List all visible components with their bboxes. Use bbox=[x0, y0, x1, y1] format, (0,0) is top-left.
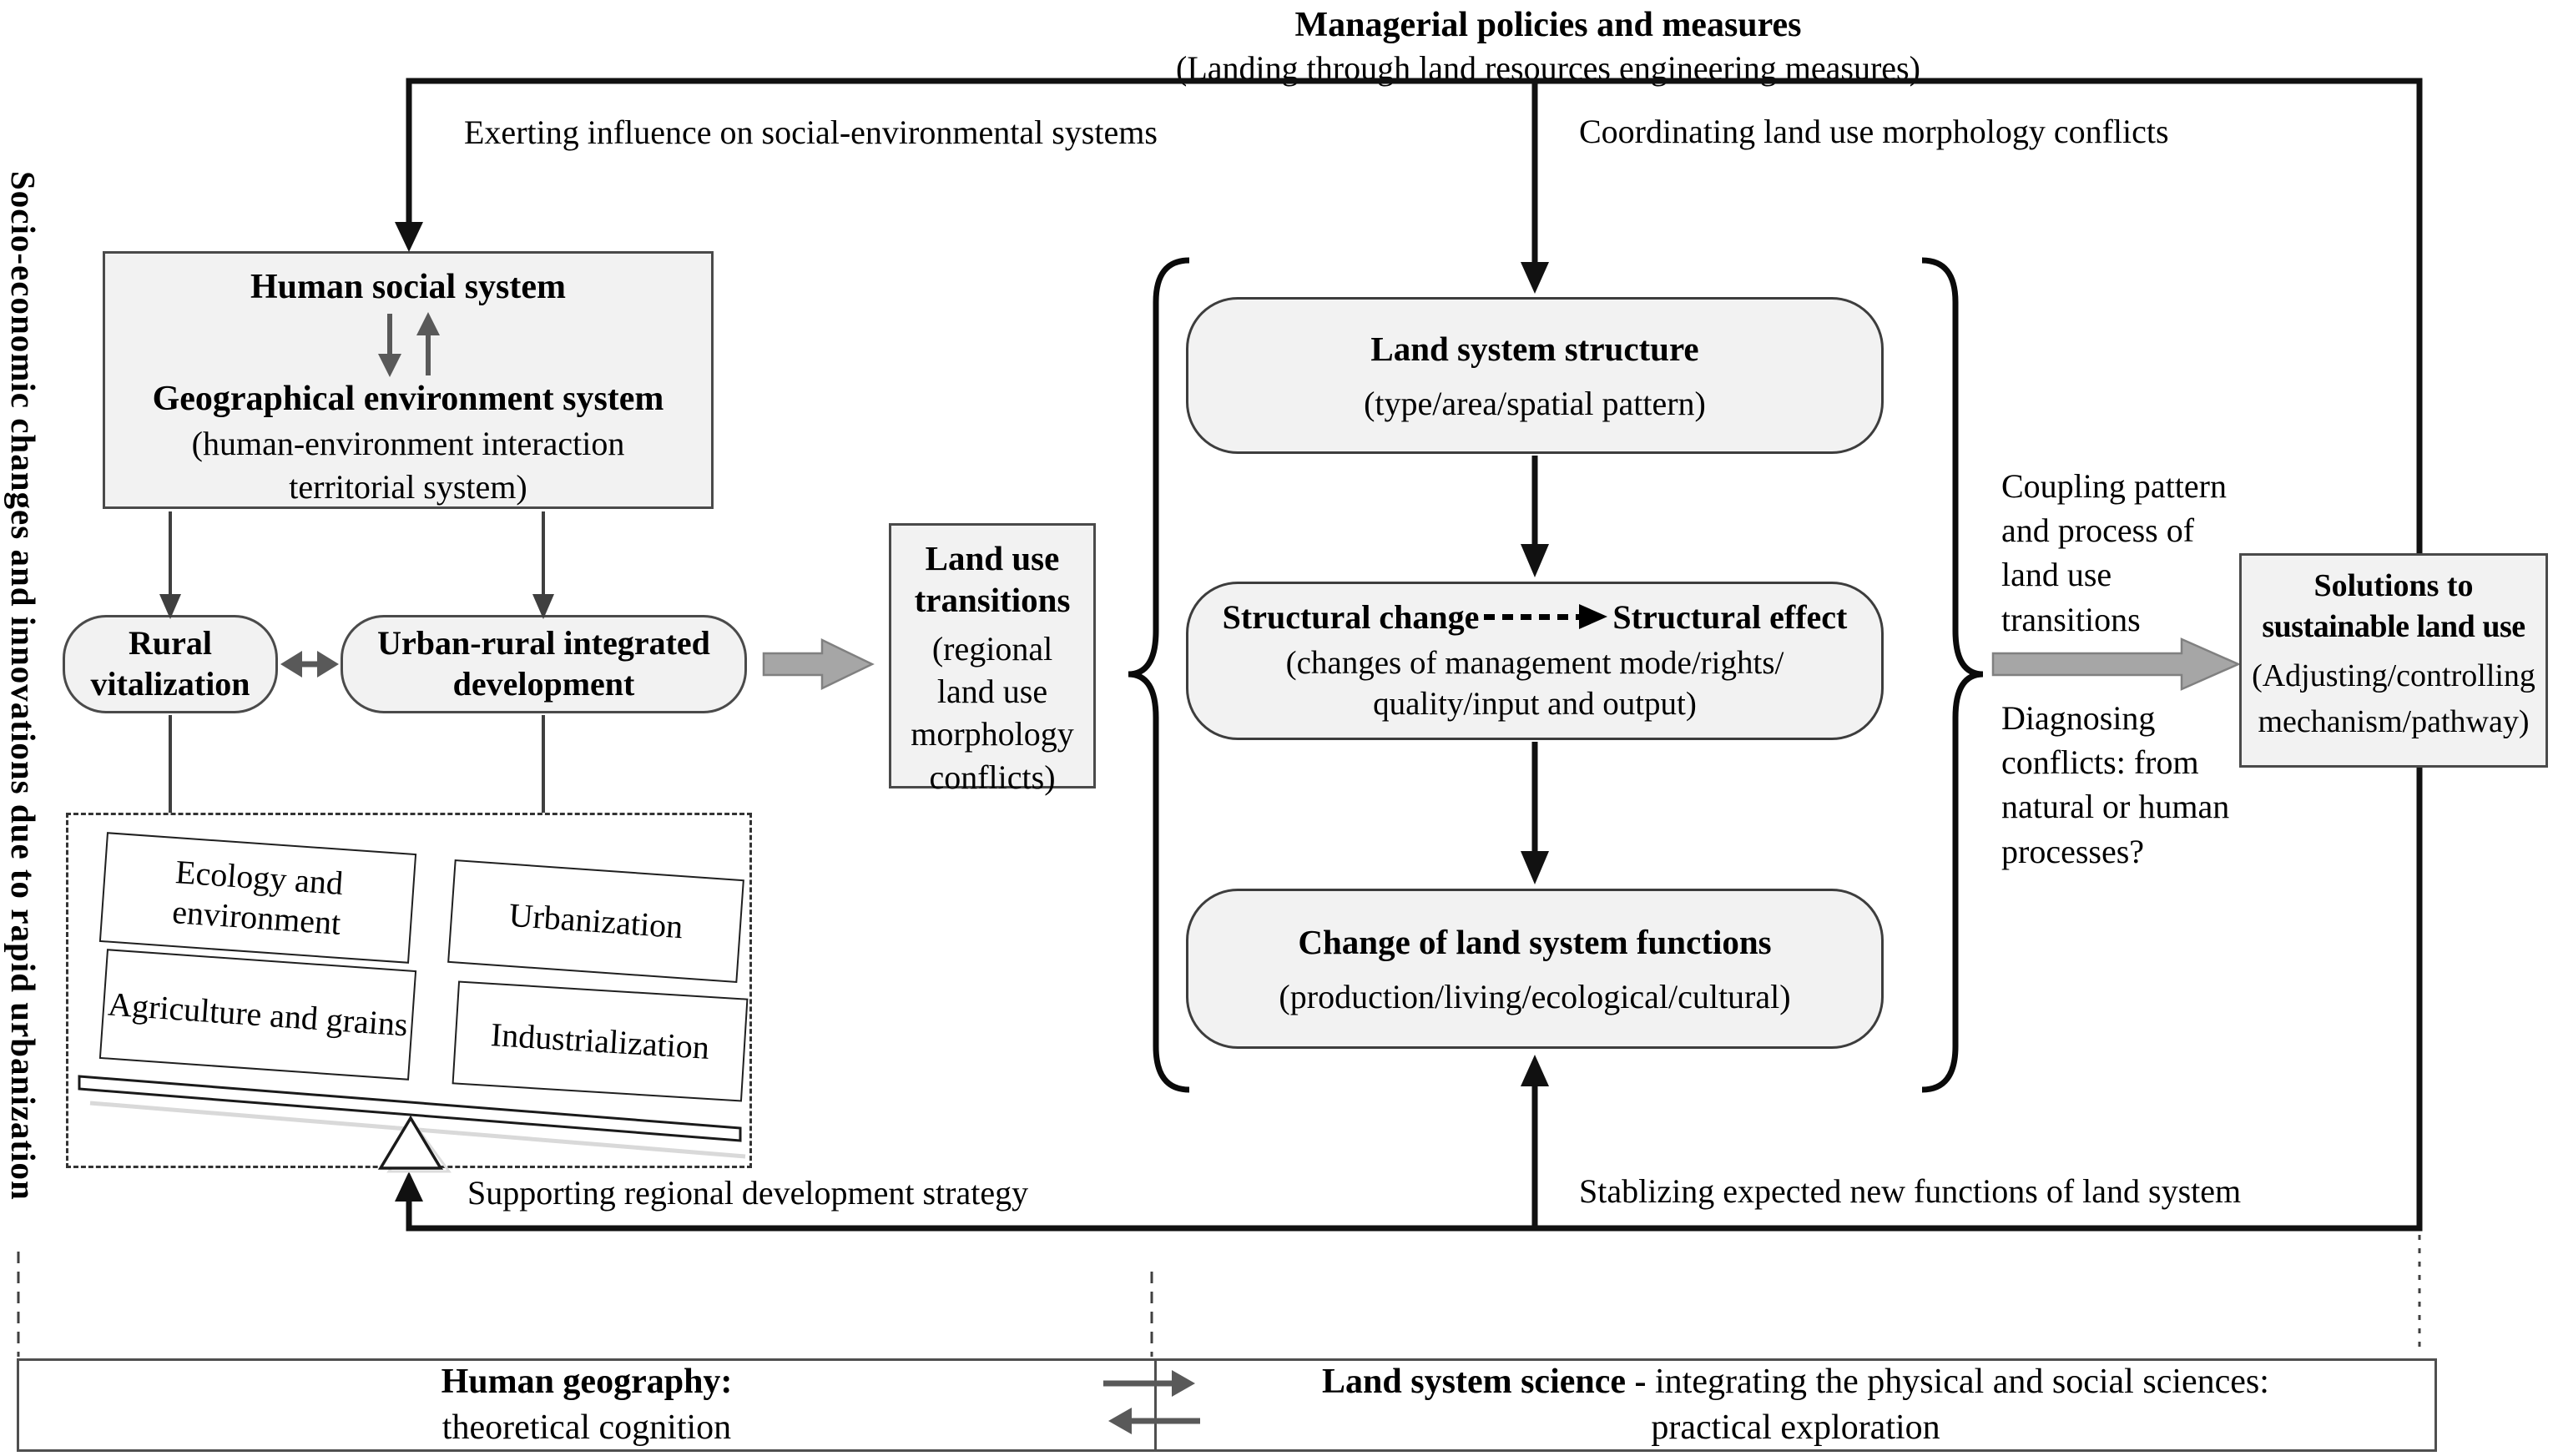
land-use-transitions-subtitle: (regional land use morphology conflicts) bbox=[911, 630, 1074, 796]
rural-urban-double-arrow bbox=[280, 651, 339, 678]
coupling-pattern-note: Coupling pattern and process of land use transitions bbox=[2001, 467, 2227, 638]
pressure-item-urbanization-label: Urbanization bbox=[507, 895, 684, 946]
human-geography-cell bbox=[19, 1361, 1154, 1449]
urban-to-lut-block-arrow bbox=[764, 640, 872, 688]
rural-vitalization-label: Rural vitalization bbox=[90, 624, 250, 703]
land-system-science-cell bbox=[1157, 1361, 2434, 1449]
down-arrowhead-structure-change bbox=[1521, 544, 1549, 577]
pressure-item-industrialization-label: Industrialization bbox=[489, 1015, 711, 1066]
pressure-item-urbanization bbox=[447, 859, 744, 983]
human-geography-title: Human geography: bbox=[441, 1363, 733, 1402]
land-system-functions-subtitle: (production/living/ecological/cultural) bbox=[1279, 977, 1791, 1015]
urban-rural-development-box bbox=[341, 615, 747, 713]
geographical-environment-system-label: Geographical environment system bbox=[152, 380, 664, 418]
alignment-guides bbox=[18, 1235, 2419, 1357]
solutions-sub-line1: (Adjusting/controlling bbox=[2252, 657, 2535, 693]
diagram-title: Managerial policies and measures bbox=[1294, 6, 1802, 44]
structural-sub-line1: (changes of management mode/rights/ bbox=[1285, 644, 1784, 681]
diagram-subtitle: (Landing through land resources engineering measures) bbox=[1176, 49, 1920, 87]
pressure-item-ecology bbox=[99, 832, 416, 964]
solutions-title-line2: sustainable land use bbox=[2262, 609, 2525, 645]
right-arrowhead-icon bbox=[317, 651, 339, 678]
down-arrowhead-into-human-box bbox=[395, 222, 423, 252]
down-arrowhead-change-functions bbox=[1521, 851, 1549, 884]
land-system-structure-box bbox=[1186, 297, 1884, 454]
vertical-axis-label: Socio-economic changes and innovations due to rapid urbanization bbox=[4, 171, 43, 1201]
structural-change-effect-box bbox=[1186, 582, 1884, 740]
pressure-item-agriculture-label: Agriculture and grains bbox=[106, 985, 410, 1044]
annotation-coordinating-conflicts: Coordinating land use morphology conflicts bbox=[1579, 113, 2169, 150]
land-use-transitions-title: Land use transitions bbox=[914, 539, 1071, 620]
annotation-supporting-strategy: Supporting regional development strategy bbox=[467, 1174, 1029, 1212]
land-system-science-title: Land system science - bbox=[1322, 1363, 1647, 1402]
land-system-science-title-rest: integrating the physical and social sciences: bbox=[1646, 1363, 2269, 1402]
urban-rural-development-label: Urban-rural integrated development bbox=[377, 624, 710, 703]
human-social-system-label: Human social system bbox=[250, 268, 566, 306]
right-curly-brace bbox=[1922, 260, 1983, 1090]
rural-vitalization-box bbox=[63, 615, 278, 713]
structural-effect-label: Structural effect bbox=[1612, 597, 1848, 636]
left-curly-brace bbox=[1128, 260, 1189, 1090]
land-system-functions-title: Change of land system functions bbox=[1298, 922, 1772, 961]
down-arrowhead-into-structure-box bbox=[1521, 262, 1549, 294]
territorial-system-note-line2: territorial system) bbox=[289, 468, 527, 506]
land-system-functions-box bbox=[1186, 889, 1884, 1049]
human-environment-system-box bbox=[103, 251, 714, 509]
solutions-sub-line2: mechanism/pathway) bbox=[2258, 703, 2530, 739]
annotation-stablizing-functions: Stablizing expected new functions of land system bbox=[1579, 1172, 2242, 1210]
land-use-transitions-box bbox=[889, 523, 1096, 796]
bottom-discipline-bar bbox=[17, 1358, 2437, 1452]
dashed-right-arrow-icon bbox=[1484, 604, 1607, 629]
structural-change-label: Structural change bbox=[1222, 597, 1480, 636]
human-geography-subtitle: theoretical cognition bbox=[441, 1408, 732, 1447]
territorial-system-note-line1: (human-environment interaction bbox=[191, 425, 625, 462]
diagnosing-conflicts-note: Diagnosing conflicts: from natural or human processes? bbox=[2001, 699, 2230, 870]
land-system-structure-title: Land system structure bbox=[1370, 329, 1699, 368]
left-arrowhead-icon bbox=[280, 651, 302, 678]
structural-sub-line2: quality/input and output) bbox=[1373, 685, 1697, 722]
solutions-box bbox=[2239, 553, 2548, 768]
annotation-exerting-influence: Exerting influence on social-environmental systems bbox=[464, 113, 1158, 151]
top-title-block bbox=[1127, 5, 1970, 88]
pressure-item-ecology-label: Ecology and environment bbox=[170, 853, 345, 942]
up-arrowhead-into-functions-box bbox=[1521, 1055, 1549, 1086]
land-system-structure-subtitle: (type/area/spatial pattern) bbox=[1364, 384, 1706, 422]
land-system-science-subtitle: practical exploration bbox=[1651, 1408, 1940, 1447]
pressure-item-agriculture bbox=[99, 949, 416, 1081]
up-arrowhead-into-pressures-box bbox=[395, 1171, 423, 1202]
solutions-title-line1: Solutions to bbox=[2313, 568, 2474, 603]
pressure-item-industrialization bbox=[452, 980, 749, 1101]
analysis-to-solutions-block-arrow bbox=[1993, 639, 2238, 689]
